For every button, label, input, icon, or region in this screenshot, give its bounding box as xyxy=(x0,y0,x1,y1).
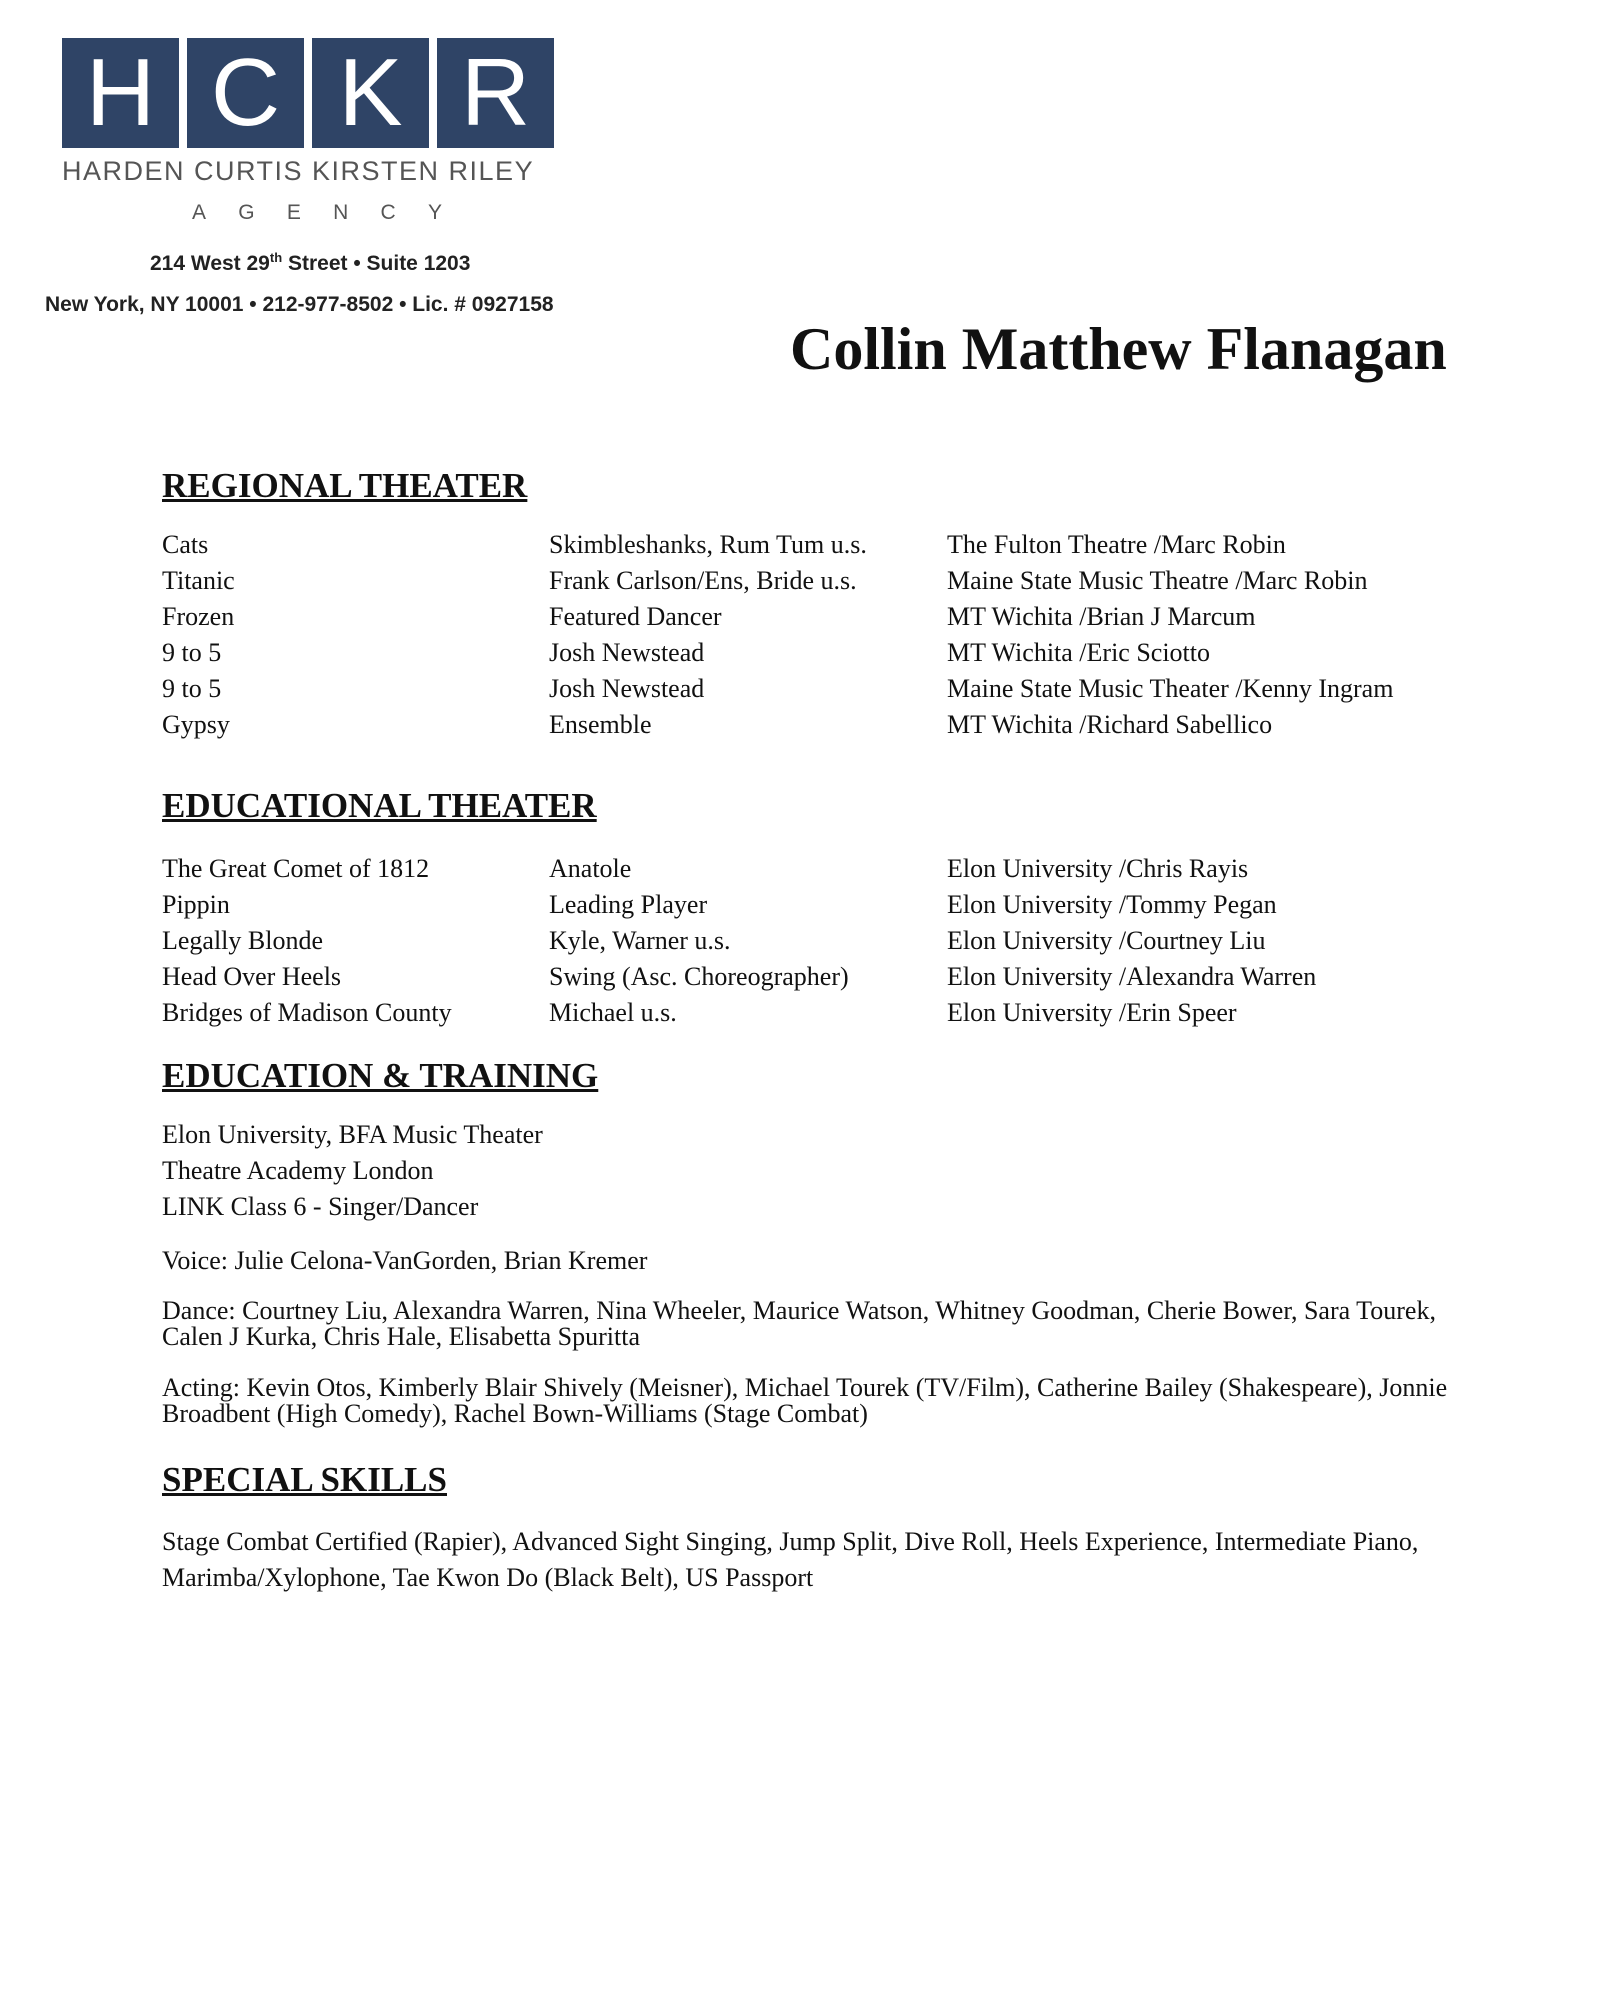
show-title: The Great Comet of 1812 xyxy=(162,854,430,883)
table-row xyxy=(162,602,1462,638)
firm-name: HARDEN CURTIS KIRSTEN RILEY xyxy=(62,156,535,186)
address-suite: Street • Suite 1203 xyxy=(282,252,471,275)
venue-director: Elon University /Erin Speer xyxy=(947,998,1237,1027)
venue-director: Elon University /Chris Rayis xyxy=(947,854,1249,883)
agency-letter: Y xyxy=(427,201,442,224)
role: Leading Player xyxy=(549,890,708,919)
agency-address-street xyxy=(150,250,470,276)
role: Ensemble xyxy=(549,710,652,739)
agency-word xyxy=(192,201,442,225)
voice-teachers: Voice: Julie Celona-VanGorden, Brian Kremer xyxy=(162,1246,648,1275)
role: Skimbleshanks, Rum Tum u.s. xyxy=(549,530,867,559)
role: Josh Newstead xyxy=(549,638,705,667)
role: Michael u.s. xyxy=(549,998,677,1027)
agency-address-city: New York, NY 10001 • 212-977-8502 • Lic. # 0927158 xyxy=(45,293,554,316)
address-street: 214 West 29 xyxy=(150,252,270,275)
venue-director: Elon University /Courtney Liu xyxy=(947,926,1266,955)
skills-heading: SPECIAL SKILLS xyxy=(162,1460,447,1499)
table-row xyxy=(162,674,1462,710)
venue-director: Elon University /Tommy Pegan xyxy=(947,890,1277,919)
table-row xyxy=(162,530,1462,566)
training-heading: EDUCATION & TRAINING xyxy=(162,1056,599,1095)
school-item: Elon University, BFA Music Theater xyxy=(162,1120,543,1149)
table-row xyxy=(162,638,1462,674)
regional-heading: REGIONAL THEATER xyxy=(162,466,528,505)
table-row xyxy=(162,890,1462,926)
venue-director: The Fulton Theatre /Marc Robin xyxy=(947,530,1286,559)
role: Frank Carlson/Ens, Bride u.s. xyxy=(549,566,857,595)
skills-text: Stage Combat Certified (Rapier), Advanced Sight Singing, Jump Split, Dive Roll, Heels Experience, Intermediate Piano, Marimba/Xylophone, Tae Kwon Do (Black Belt), US Passport xyxy=(162,1527,1419,1592)
logo-tile-r: R xyxy=(437,38,554,148)
show-title: Pippin xyxy=(162,890,230,919)
venue-director: Maine State Music Theater /Kenny Ingram xyxy=(947,674,1394,703)
role: Anatole xyxy=(549,854,632,883)
role: Featured Dancer xyxy=(549,602,722,631)
venue-director: MT Wichita /Brian J Marcum xyxy=(947,602,1256,631)
logo-tile-k: K xyxy=(312,38,429,148)
agency-letter: G xyxy=(238,201,255,224)
agency-letter: E xyxy=(286,201,301,224)
logo-tile-h: H xyxy=(62,38,179,148)
show-title: Cats xyxy=(162,530,209,559)
show-title: Titanic xyxy=(162,566,235,595)
acting-teachers: Acting: Kevin Otos, Kimberly Blair Shively (Meisner), Michael Tourek (TV/Film), Catherine Bailey (Shakespeare), Jonnie Broadbent (High Comedy), Rachel Bown-Williams (Stage Combat) xyxy=(162,1373,1448,1428)
dance-teachers: Dance: Courtney Liu, Alexandra Warren, Nina Wheeler, Maurice Watson, Whitney Goodman, Cherie Bower, Sara Tourek, Calen J Kurka, Chris Hale, Elisabetta Spuritta xyxy=(162,1296,1436,1351)
show-title: Bridges of Madison County xyxy=(162,998,452,1027)
show-title: 9 to 5 xyxy=(162,674,222,703)
educational-heading: EDUCATIONAL THEATER xyxy=(162,786,597,825)
table-row xyxy=(162,566,1462,602)
venue-director: Maine State Music Theatre /Marc Robin xyxy=(947,566,1368,595)
agency-letter: C xyxy=(380,201,396,224)
school-item: Theatre Academy London xyxy=(162,1156,434,1185)
venue-director: Elon University /Alexandra Warren xyxy=(947,962,1317,991)
show-title: Gypsy xyxy=(162,710,230,739)
venue-director: MT Wichita /Richard Sabellico xyxy=(947,710,1273,739)
logo-tile-c: C xyxy=(187,38,304,148)
performer-name: Collin Matthew Flanagan xyxy=(790,316,1447,382)
show-title: 9 to 5 xyxy=(162,638,222,667)
table-row xyxy=(162,998,1462,1034)
address-ordinal: th xyxy=(269,250,283,265)
show-title: Frozen xyxy=(162,602,235,631)
role: Swing (Asc. Choreographer) xyxy=(549,962,849,991)
agency-letter: A xyxy=(192,201,207,224)
school-item: LINK Class 6 - Singer/Dancer xyxy=(162,1192,479,1221)
agency-logo xyxy=(62,38,562,225)
role: Josh Newstead xyxy=(549,674,705,703)
table-row xyxy=(162,710,1462,746)
table-row xyxy=(162,962,1462,998)
table-row xyxy=(162,854,1462,890)
show-title: Head Over Heels xyxy=(162,962,342,991)
table-row xyxy=(162,926,1462,962)
show-title: Legally Blonde xyxy=(162,926,324,955)
role: Kyle, Warner u.s. xyxy=(549,926,731,955)
agency-letter: N xyxy=(333,201,349,224)
venue-director: MT Wichita /Eric Sciotto xyxy=(947,638,1211,667)
logo-tiles xyxy=(62,38,562,148)
